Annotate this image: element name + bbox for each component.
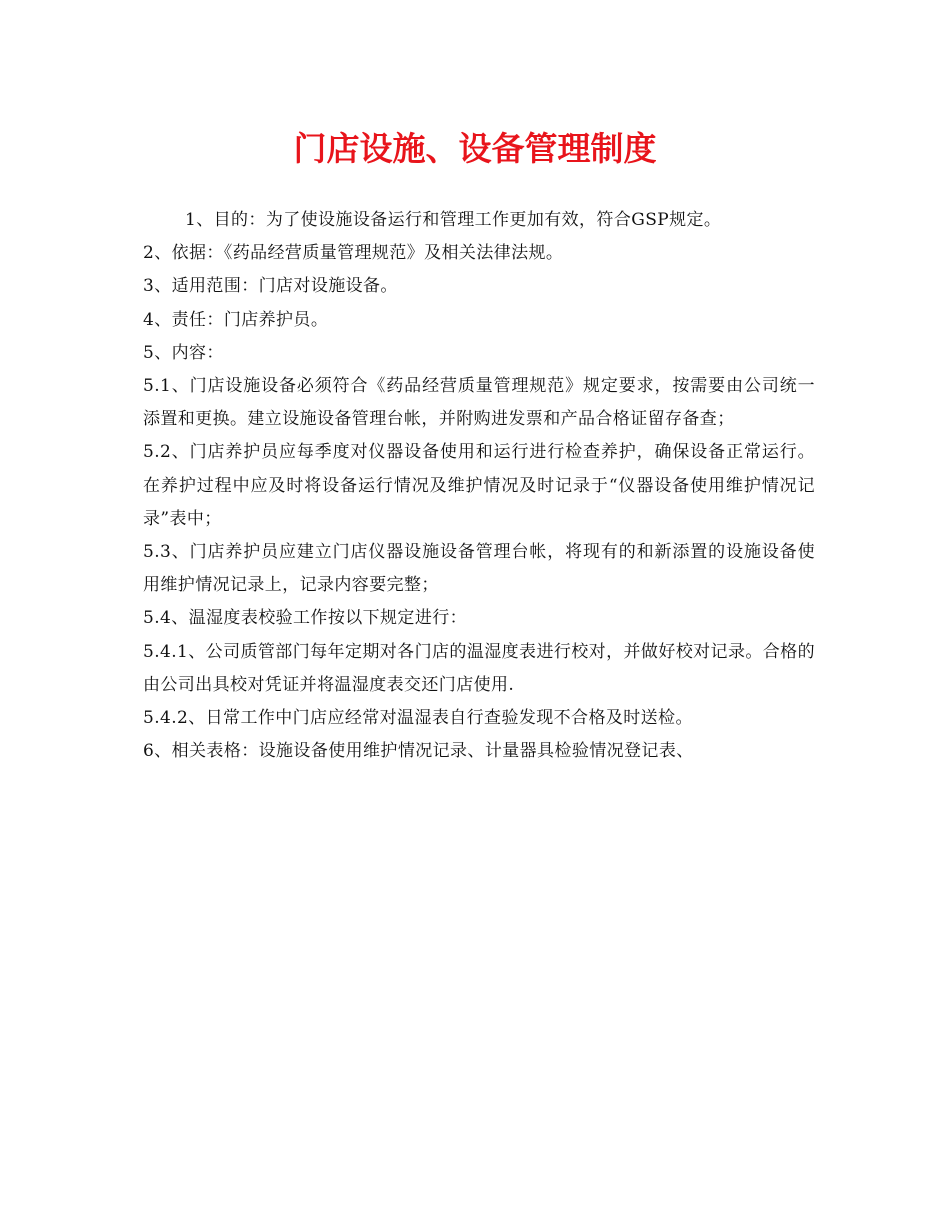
paragraph-purpose: 1、目的：为了使设施设备运行和管理工作更加有效，符合GSP规定。 <box>185 210 722 230</box>
paragraph-5-4-2: 5.4.2、日常工作中门店应经常对温湿表自行查验发现不合格及时送检。 <box>143 708 693 729</box>
paragraph-scope: 3、适用范围：门店对设施设备。 <box>143 276 398 297</box>
paragraph-5-4-1: 5.4.1、公司质管部门每年定期对各门店的温湿度表进行校对，并做好校对记录。合格的由公司出具校对凭证并将温湿度表交还门店使用. <box>143 641 815 695</box>
paragraph-basis: 2、依据：《药品经营质量管理规范》及相关法律法规。 <box>143 243 564 264</box>
paragraph-5-1: 5.1、门店设施设备必须符合《药品经营质量管理规范》规定要求，按需要由公司统一添置和更换。建立设施设备管理台帐，并附购进发票和产品合格证留存备查； <box>143 376 815 430</box>
paragraph-content-heading: 5、内容： <box>143 342 224 363</box>
document-body <box>143 204 815 768</box>
paragraph-5-3: 5.3、门店养护员应建立门店仪器设施设备管理台帐，将现有的和新添置的设施设备使用维护情况记录上，记录内容要完整； <box>143 542 815 596</box>
paragraph-5-2: 5.2、门店养护员应每季度对仪器设备使用和运行进行检查养护，确保设备正常运行。在养护过程中应及时将设备运行情况及维护情况及时记录于“仪器设备使用维护情况记录”表中； <box>143 442 815 529</box>
paragraph-responsibility: 4、责任：门店养护员。 <box>143 309 329 330</box>
paragraph-5-4: 5.4、温湿度表校验工作按以下规定进行： <box>143 608 468 629</box>
paragraph-related-forms: 6、相关表格：设施设备使用维护情况记录、计量器具检验情况登记表、 <box>143 741 694 762</box>
document-title: 门店设施、设备管理制度 <box>293 129 657 168</box>
